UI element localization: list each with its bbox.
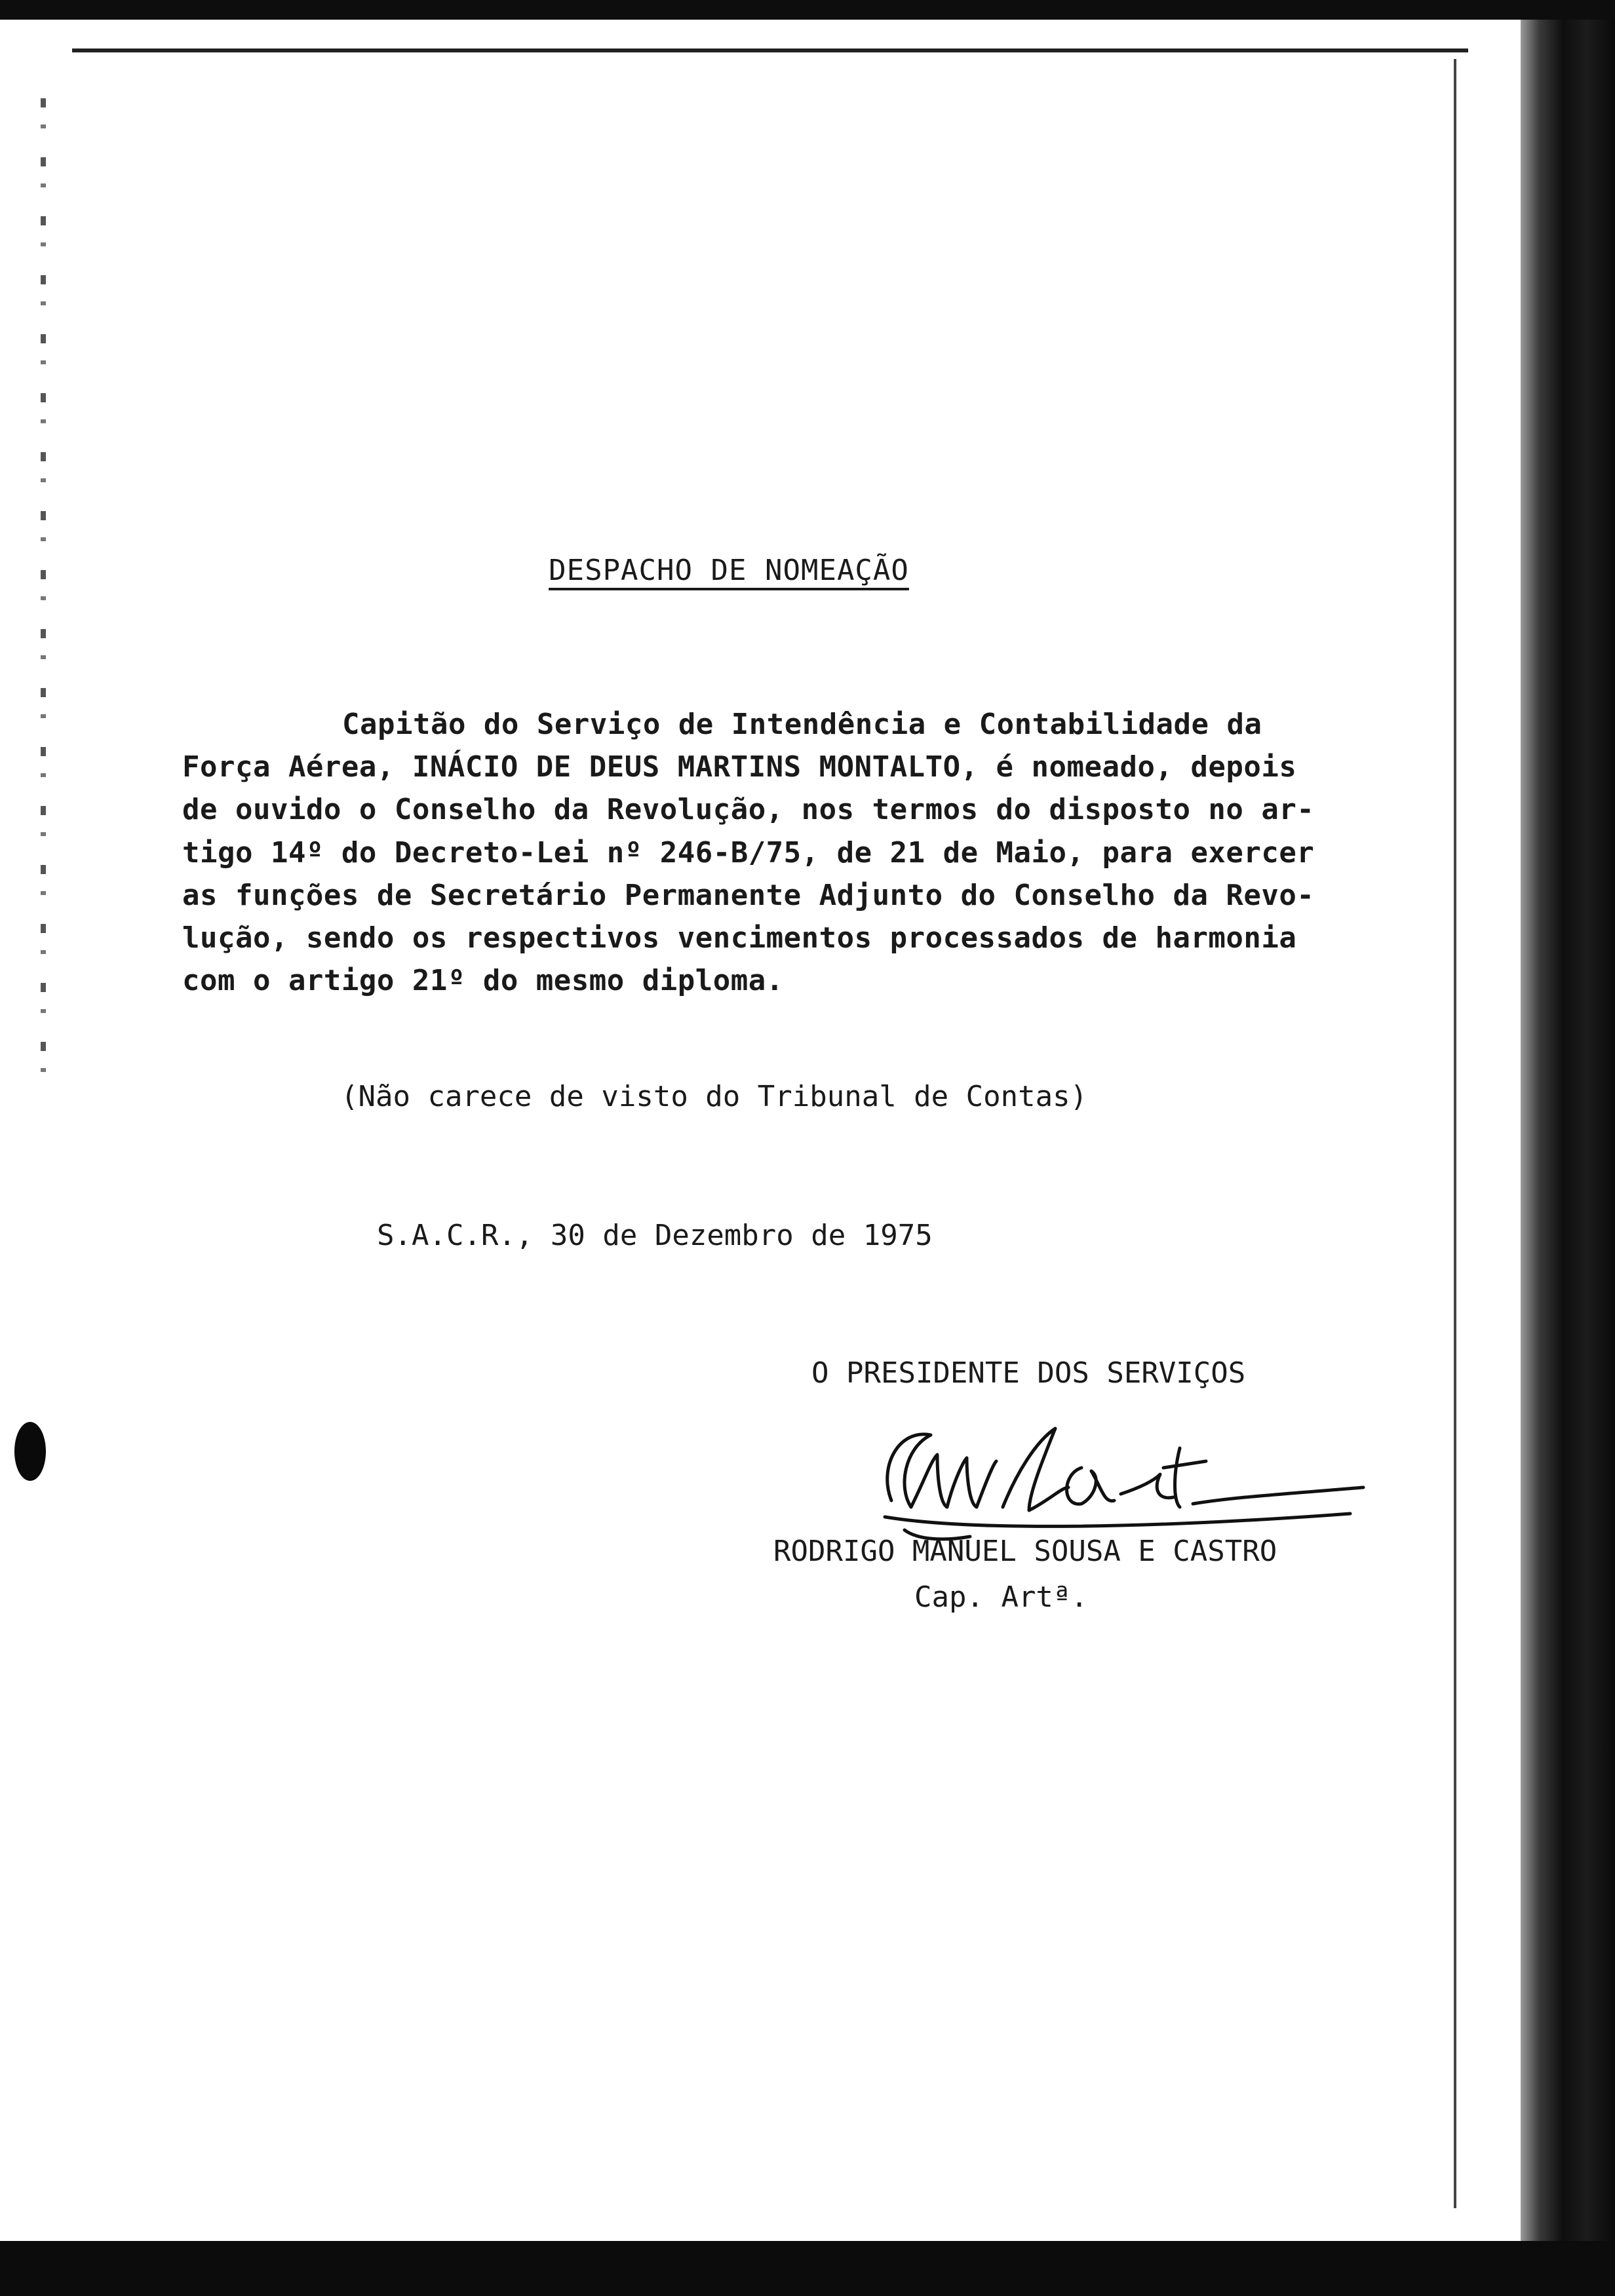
handwritten-signature bbox=[865, 1389, 1376, 1546]
scan-edge-line bbox=[72, 48, 1468, 52]
place-date: S.A.C.R., 30 de Dezembro de 1975 bbox=[377, 1219, 933, 1252]
body-line: lução, sendo os respectivos vencimentos processados de harmonia bbox=[182, 921, 1297, 955]
signatory-name: RODRIGO MANUEL SOUSA E CASTRO bbox=[773, 1535, 1277, 1568]
page-edge-right bbox=[1454, 59, 1456, 2208]
document-title: DESPACHO DE NOMEAÇÃO bbox=[549, 554, 909, 587]
scan-speckle-left bbox=[41, 98, 46, 1081]
binder-hole bbox=[14, 1422, 46, 1481]
body-line: Capitão do Serviço de Intendência e Contabilidade da bbox=[342, 708, 1262, 741]
signatory-rank: Cap. Artª. bbox=[914, 1580, 1088, 1614]
scan-border-right bbox=[1521, 20, 1615, 2241]
body-line: as funções de Secretário Permanente Adjunto do Conselho da Revo- bbox=[182, 879, 1315, 912]
signatory-title: O PRESIDENTE DOS SERVIÇOS bbox=[811, 1356, 1246, 1390]
body-line: de ouvido o Conselho da Revolução, nos termos do disposto no ar- bbox=[182, 793, 1315, 826]
scan-border-top bbox=[0, 0, 1615, 20]
body-line: Força Aérea, INÁCIO DE DEUS MARTINS MONTALTO, é nomeado, depois bbox=[182, 750, 1297, 784]
visa-note: (Não carece de visto do Tribunal de Contas) bbox=[341, 1080, 1088, 1113]
body-line: com o artigo 21º do mesmo diploma. bbox=[182, 964, 784, 997]
scan-border-bottom bbox=[0, 2241, 1615, 2296]
body-line: tigo 14º do Decreto-Lei nº 246-B/75, de 21 de Maio, para exercer bbox=[182, 836, 1315, 870]
